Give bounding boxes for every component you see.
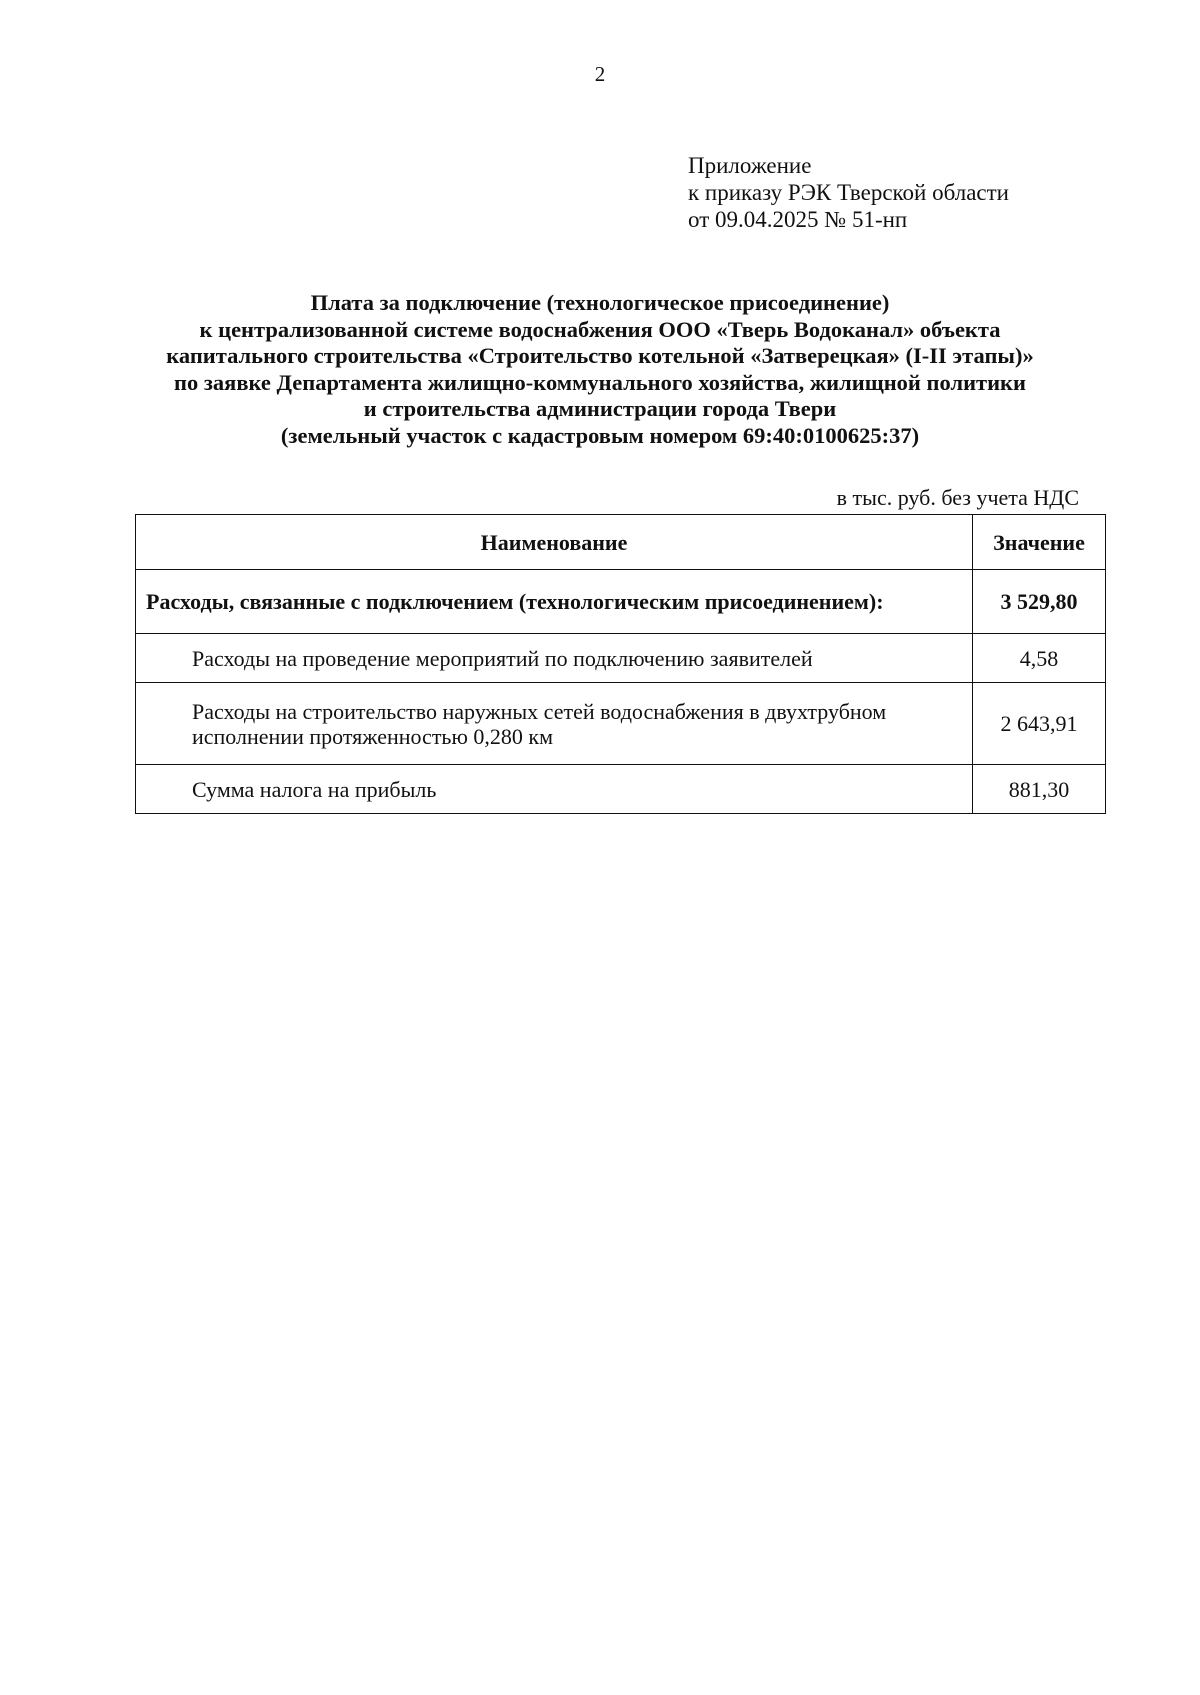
title-line-6: (земельный участок с кадастровым номером 69:40:0100625:37) (280, 422, 920, 448)
page-number: 2 (594, 62, 606, 86)
appendix-line-3: от 09.04.2025 № 51-нп (688, 207, 908, 232)
units-note: в тыс. руб. без учета НДС (836, 485, 1079, 510)
row-value: 2 643,91 (973, 683, 1106, 765)
row-name: Сумма налога на прибыль (136, 765, 973, 814)
costs-table (135, 514, 1106, 814)
row-value: 4,58 (973, 634, 1106, 683)
document-title (100, 290, 1100, 449)
table-row (136, 683, 1106, 765)
table-row (136, 765, 1106, 814)
table-header-row (136, 515, 1106, 570)
appendix-line-1: Приложение (688, 153, 812, 178)
row-value: 881,30 (973, 765, 1106, 814)
table-row (136, 570, 1106, 634)
title-line-4: по заявке Департамента жилищно-коммунального хозяйства, жилищной политики (174, 369, 1026, 395)
appendix-line-2: к приказу РЭК Тверской области (688, 180, 1009, 205)
title-line-3: капитального строительства «Строительство котельной «Затверецкая» (I-II этапы)» (166, 343, 1034, 368)
row-name: Расходы, связанные с подключением (технологическим присоединением): (136, 570, 973, 634)
title-line-2: к централизованной системе водоснабжения ООО «Тверь Водоканал» объекта (199, 316, 1001, 342)
header-value: Значение (973, 515, 1106, 570)
table-row (136, 634, 1106, 683)
header-name: Наименование (136, 515, 973, 570)
row-name: Расходы на строительство наружных сетей водоснабжения в двухтрубном исполнении протяженностью 0,280 км (136, 683, 973, 765)
appendix-block (688, 152, 1009, 233)
title-line-5: и строительства администрации города Твери (363, 396, 837, 421)
row-name: Расходы на проведение мероприятий по подключению заявителей (136, 634, 973, 683)
title-line-1: Плата за подключение (технологическое присоединение) (310, 290, 890, 315)
row-value: 3 529,80 (973, 570, 1106, 634)
